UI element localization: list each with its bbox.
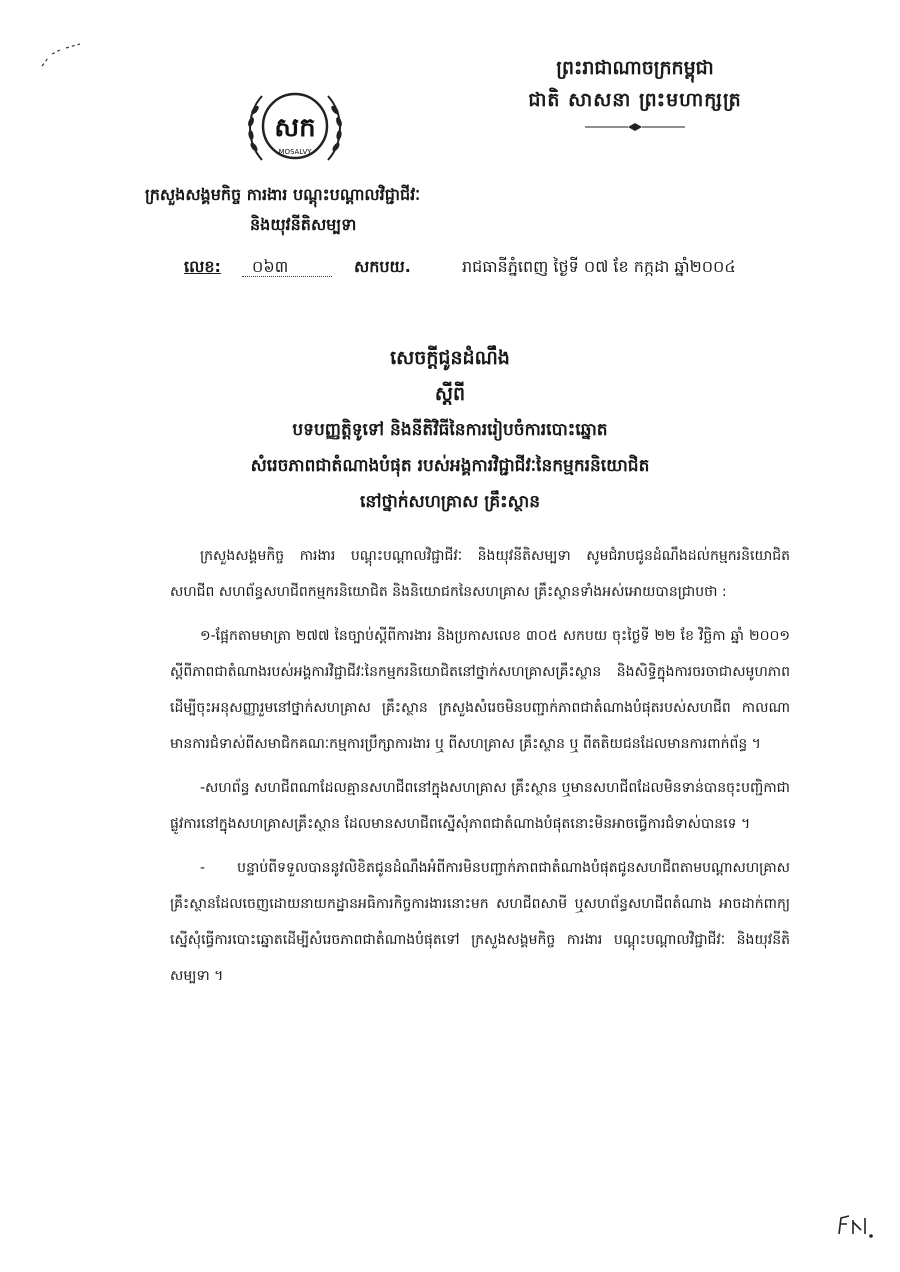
national-motto: ជាតិ សាសនា ព្រះមហាក្សត្រ [528,89,742,111]
kingdom-title: ព្រះរាជាណាចក្រកម្ពុជា [556,57,714,79]
title-line2: ស្តីពី [434,383,466,405]
reference-line [184,256,784,286]
body-paragraph-3: -សហព័ន្ធ សហជីពណាដែលគ្មានសហជីពនៅក្នុងសហគ្រាស គ្រឹះស្ថាន ឬមានសហជីពដែលមិនទាន់បានចុះបញ្ជិកាជាផ្លូវការនៅក្នុងសហគ្រាសគ្រឹះស្ថាន ដែលមានសហជីពស្នើសុំភាពជាតំណាងបំផុតនោះមិនអាចធ្វើការជំទាស់បានទេ ។ [170,780,790,832]
handwritten-initials [835,1210,875,1240]
reference-dotted-line [242,276,332,277]
logo-text: សក [274,113,316,143]
reference-abbreviation: សកបយ. [354,257,411,276]
title-line5: នៅថ្នាក់សហគ្រាស គ្រឹះស្ថាន [360,492,540,512]
ministry-name-line1: ក្រសួងសង្គមកិច្ច ការងារ បណ្តុះបណ្តាលវិជ្ជាជីវៈ [145,185,421,204]
body-paragraph-2: ១-ផ្អែកតាមមាត្រា ២៧៧ នៃច្បាប់ស្តីពីការងារ និងប្រកាសលេខ ៣០៥ សកបយ ចុះថ្ងៃទី ២២ ខែ វិច្ឆិកា ឆ្នាំ ២០០១ ស្តីពីភាពជាតំណាងរបស់អង្គការវិជ្ជាជីវៈនៃកម្មករនិយោជិតនៅថ្នាក់សហគ្រាសគ្រឹះស្ថាន និងសិទ្ធិក្នុងការចរចាជាសមូហភាពដើម្បីចុះអនុសញ្ញារួមនៅថ្នាក់សហគ្រាស គ្រឹះស្ថាន ក្រសួងសំរេចមិនបញ្ជាក់ភាពជាតំណាងបំផុតរបស់សហជីព កាលណាមានការជំទាស់ពីសមាជិកគណៈកម្មការប្រឹក្សាការងារ ឬ ពីសហគ្រាស គ្រឹះស្ថាន ឬ ពីតតិយជនដែលមានការពាក់ព័ន្ធ ។ [170,628,790,752]
ornament-divider [580,122,690,132]
ministry-name [145,180,525,240]
title-line4: សំរេចភាពជាតំណាងបំផុត របស់អង្គការវិជ្ជាជីវៈនៃកម្មករនិយោជិត [250,456,650,476]
body-paragraph-1: ក្រសួងសង្គមកិច្ច ការងារ បណ្តុះបណ្តាលវិជ្ជាជីវៈ និងយុវនីតិសម្បទា សូមជំរាបជូនដំណឹងដល់កម្មករនិយោជិត សហជីព សហព័ន្ធសហជីពកម្មករនិយោជិត និងនិយោជកនៃសហគ្រាស គ្រឹះស្ថានទាំងអស់អោយបានជ្រាបថា : [170,548,790,600]
kingdom-header [500,52,770,132]
reference-label: លេខ: [184,257,221,276]
ministry-logo [240,80,350,180]
logo-subtext: MOSALVY [278,148,312,156]
title-line3: បទបញ្ញត្តិទូទៅ និងនីតិវិធីនៃការរៀបចំការបោះឆ្នោត [292,420,608,440]
scan-mark [40,40,85,70]
document-body [170,538,790,1002]
title-line1: សេចក្តីជូនដំណឹង [390,347,510,369]
document-title [190,340,710,520]
body-paragraph-4: - បន្ទាប់ពីទទួលបាននូវលិខិតជូនដំណឹងអំពីការមិនបញ្ជាក់ភាពជាតំណាងបំផុតជូនសហជីពតាមបណ្តាសហគ្រាស គ្រឹះស្ថានដែលចេញដោយនាយកដ្ឋានអធិការកិច្ចការងារនោះមក សហជីពសាមី ឬសហព័ន្ធសហជីពតំណាង អាចដាក់ពាក្យស្នើសុំធ្វើការបោះឆ្នោតដើម្បីសំរេចភាពជាតំណាងបំផុតទៅ ក្រសួងសង្គមកិច្ច ការងារ បណ្តុះបណ្តាលវិជ្ជាជីវៈ និងយុវនីតិសម្បទា ។ [170,860,790,984]
document-date: រាជធានីភ្នំពេញ ថ្ងៃទី ០៧ ខែ កក្កដា ឆ្នាំ២០០៤ [462,257,736,276]
reference-number: ០៦៣ [252,257,289,276]
ministry-name-line2: និងយុវនីតិសម្បទា [250,215,357,234]
